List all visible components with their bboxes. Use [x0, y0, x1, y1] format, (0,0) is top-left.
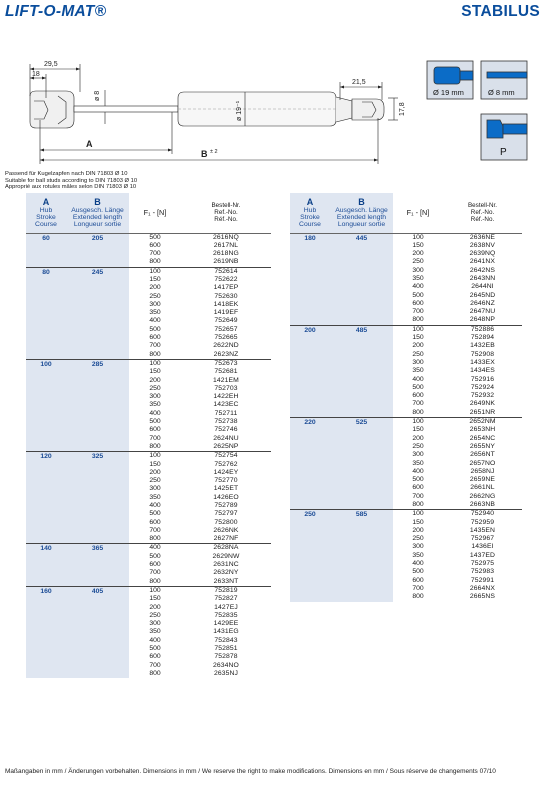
force-cell: 350 [149, 628, 161, 636]
order-number-cell: 2647NU [469, 308, 496, 316]
order-number-cell: 1429EE [213, 620, 239, 628]
order-number-cell: 1418EK [213, 300, 239, 308]
force-cell: 200 [412, 342, 424, 350]
order-number-cell: 1423EC [213, 401, 239, 409]
order-number-cell: 752894 [470, 334, 495, 342]
force-cell: 700 [149, 526, 161, 534]
order-number-cell: 2634NO [213, 661, 239, 669]
force-cell: 200 [149, 376, 161, 384]
col-length-header: B Ausgesch. Länge Extended length Longueur sortie [330, 193, 393, 233]
force-cell: 500 [412, 568, 424, 576]
force-cell: 400 [149, 636, 161, 644]
force-cell: 150 [412, 518, 424, 526]
force-cell: 800 [412, 593, 424, 601]
order-number-cell: 2629NW [212, 552, 240, 560]
order-number-cell: 752983 [470, 568, 495, 576]
table-row [290, 325, 522, 334]
order-number-cell: 752673 [181, 359, 271, 368]
product-table-left [26, 193, 271, 678]
order-number-cell: 2665NS [469, 593, 496, 601]
order-number-cell: 2661NL [470, 484, 495, 492]
order-number-cell: 2624NU [213, 434, 239, 442]
order-number-cell: 2631NC [213, 561, 239, 569]
order-number-cell: 2663NB [469, 501, 496, 508]
order-number-cell: 2627NF [213, 535, 239, 543]
order-number-cell: 1417EP [213, 284, 239, 292]
force-cell: 150 [149, 595, 161, 603]
order-number-cell: 752924 [470, 383, 495, 391]
col-ref-header: Bestell-Nr. Ref.-No. Réf.-No. [443, 193, 522, 233]
force-cell: 600 [412, 299, 424, 307]
force-cell: 300 [149, 485, 161, 493]
order-number-cell: 2654NC [469, 434, 496, 442]
order-number-cell: 752657 [214, 325, 238, 333]
force-cell: 250 [412, 350, 424, 358]
brand-logo-stabilus: STABILUS [461, 3, 540, 20]
extended-length-cell: 325 [66, 452, 129, 544]
stroke-cell: 250 [290, 510, 330, 602]
order-number-cell: 1421EM [213, 376, 239, 384]
force-cell: 100 [129, 267, 181, 276]
force-cell: 500 [149, 645, 161, 653]
dim-b-label: B [201, 149, 208, 159]
product-table-right [290, 193, 522, 602]
order-number-cell: 1435EN [469, 526, 496, 534]
stroke-cell: 60 [26, 233, 66, 267]
order-number-cell: 2636NE [469, 233, 496, 241]
note-fr: Approprié aux rotules mâles selon DIN 71803 Ø 10 [5, 184, 137, 191]
dim-rod-diameter: ø 8 [94, 90, 101, 101]
force-cell: 150 [149, 460, 161, 468]
dim-a-label: A [86, 139, 93, 149]
order-number-cell: 752967 [470, 535, 495, 543]
force-cell: 100 [129, 359, 181, 368]
force-cell: 800 [149, 577, 161, 585]
force-cell: 700 [149, 250, 161, 258]
order-number-cell: 2651NR [469, 408, 496, 416]
order-number-cell: 1434ES [470, 367, 495, 375]
col-force-header: F₁ - [N] [129, 193, 181, 233]
force-cell: 800 [149, 442, 161, 450]
order-number-cell: 752908 [470, 350, 495, 358]
order-number-cell: 1432EB [470, 342, 495, 350]
extended-length-cell: 285 [66, 359, 129, 451]
force-cell: 300 [149, 393, 161, 401]
force-cell: 350 [149, 401, 161, 409]
force-cell: 250 [412, 535, 424, 543]
force-cell: 100 [129, 452, 181, 461]
force-cell: 300 [412, 358, 424, 366]
order-number-cell: 2656NT [470, 451, 495, 459]
extended-length-cell: 485 [330, 325, 393, 417]
order-number-cell: 752762 [214, 460, 238, 468]
order-number-cell: 1419EF [213, 309, 239, 317]
order-number-cell: 2642NS [469, 266, 496, 274]
order-number-cell: 752649 [214, 317, 238, 325]
order-number-cell: 2632NY [213, 569, 239, 577]
order-number-cell: 752916 [470, 375, 495, 383]
order-number-cell: 1431EG [213, 628, 239, 636]
table-row [26, 267, 271, 276]
force-cell: 500 [149, 552, 161, 560]
stroke-cell: 160 [26, 586, 66, 678]
stroke-cell: 220 [290, 418, 330, 510]
note-en: Suitable for ball studs according to DIN 71803 Ø 10 [5, 177, 138, 184]
force-cell: 800 [149, 258, 161, 266]
force-cell: 700 [412, 492, 424, 500]
force-cell: 100 [412, 233, 424, 241]
order-number-cell: 752932 [470, 392, 495, 400]
force-cell: 700 [149, 569, 161, 577]
order-number-cell: 2633NT [213, 577, 239, 585]
col-stroke-header: A Hub Stroke Course [26, 193, 66, 233]
force-cell: 500 [149, 510, 161, 518]
force-cell: 250 [412, 442, 424, 450]
brand-logo-lift-o-mat: LIFT-O-MAT® [5, 3, 107, 20]
order-number-cell: 752665 [214, 334, 238, 342]
force-cell: 400 [149, 502, 161, 509]
order-number-cell: 2617NL [213, 241, 239, 249]
force-cell: 800 [412, 316, 424, 324]
order-number-cell: 2662NG [469, 492, 496, 500]
force-cell: 600 [412, 484, 424, 492]
dim-tube-diameter: ø 19⁻¹ [236, 100, 243, 121]
force-cell: 250 [149, 384, 161, 392]
table-row [26, 544, 271, 553]
table-row [26, 586, 271, 595]
order-number-cell: 2659NE [469, 476, 496, 484]
col-length-header: B Ausgesch. Länge Extended length Longueur sortie [66, 193, 129, 233]
col-stroke-header: A Hub Stroke Course [290, 193, 330, 233]
force-cell: 800 [149, 669, 161, 677]
order-number-cell: 1424EY [213, 468, 239, 476]
order-number-cell: 2646NZ [470, 299, 495, 307]
table-row [290, 418, 522, 427]
order-number-cell: 752789 [214, 502, 238, 509]
stroke-cell: 100 [26, 359, 66, 451]
force-cell: 800 [149, 535, 161, 543]
order-number-cell: 2639NQ [469, 250, 496, 258]
force-cell: 400 [412, 560, 424, 568]
order-number-cell: 752843 [214, 636, 238, 644]
fitting-notes [5, 171, 137, 191]
order-number-cell: 2622ND [213, 342, 239, 350]
order-number-cell: 2645ND [469, 291, 496, 299]
order-number-cell: 1427EJ [214, 603, 238, 611]
force-cell: 300 [412, 451, 424, 459]
force-cell: 500 [149, 233, 161, 241]
order-number-cell: 752711 [214, 409, 238, 417]
order-number-cell: 752797 [214, 510, 238, 518]
force-cell: 500 [412, 476, 424, 484]
order-number-cell: 2649NK [469, 400, 496, 408]
order-number-cell: 1425ET [213, 485, 239, 493]
force-cell: 200 [412, 250, 424, 258]
force-cell: 500 [412, 383, 424, 391]
order-number-cell: 752959 [470, 518, 495, 526]
force-cell: 400 [412, 467, 424, 475]
extended-length-cell: 205 [66, 233, 129, 267]
order-number-cell: 2635NJ [213, 669, 239, 677]
force-cell: 600 [412, 576, 424, 584]
order-number-cell: 752770 [214, 477, 238, 485]
table-row [26, 452, 271, 461]
order-number-cell: 2653NH [469, 426, 496, 434]
stroke-cell: 120 [26, 452, 66, 544]
extended-length-cell: 585 [330, 510, 393, 602]
order-number-cell: 1437ED [469, 551, 496, 559]
force-cell: 400 [149, 317, 161, 325]
order-number-cell: 1436EI [471, 543, 494, 551]
order-number-cell: 2623NZ [213, 350, 239, 358]
order-number-cell: 752746 [214, 426, 238, 434]
force-cell: 400 [412, 283, 424, 291]
force-cell: 350 [412, 274, 424, 282]
force-cell: 100 [393, 418, 443, 427]
force-cell: 700 [412, 308, 424, 316]
col-force-header: F₁ - [N] [393, 193, 443, 233]
force-cell: 500 [412, 291, 424, 299]
dim-21-5: 21,5 [352, 79, 366, 86]
dim-b-tolerance: ± 2 [210, 149, 218, 155]
table-row [26, 233, 271, 242]
force-cell: 250 [149, 477, 161, 485]
order-number-cell: 1426EO [213, 493, 239, 501]
order-number-cell: 2619NB [213, 258, 239, 266]
table-row [290, 233, 522, 242]
order-number-cell: 752819 [181, 586, 271, 595]
order-number-cell: 2655NY [469, 442, 496, 450]
order-number-cell: 752738 [214, 418, 238, 426]
force-cell: 300 [149, 620, 161, 628]
force-cell: 100 [129, 586, 181, 595]
dim-29-5: 29,5 [44, 61, 58, 68]
force-cell: 600 [149, 518, 161, 526]
legend-19mm: Ø 19 mm [433, 88, 464, 97]
force-cell: 100 [393, 325, 443, 334]
force-cell: 600 [149, 426, 161, 434]
order-number-cell: 2641NX [469, 258, 496, 266]
table-body [26, 233, 271, 678]
force-cell: 400 [149, 409, 161, 417]
order-number-cell: 2664NX [469, 584, 496, 592]
table-row [290, 510, 522, 519]
order-number-cell: 2658NJ [470, 467, 495, 475]
order-number-cell: 2625NP [213, 442, 239, 450]
force-cell: 700 [412, 584, 424, 592]
extended-length-cell: 445 [330, 233, 393, 325]
force-cell: 800 [149, 350, 161, 358]
extended-length-cell: 405 [66, 586, 129, 678]
force-cell: 150 [412, 426, 424, 434]
order-number-cell: 2628NA [181, 544, 271, 553]
force-cell: 350 [149, 493, 161, 501]
order-number-cell: 752878 [214, 653, 238, 661]
force-cell: 600 [149, 241, 161, 249]
dim-18: 18 [32, 71, 40, 78]
force-cell: 700 [149, 434, 161, 442]
force-cell: 150 [412, 334, 424, 342]
stroke-cell: 200 [290, 325, 330, 417]
force-cell: 100 [393, 510, 443, 519]
order-number-cell: 1433EX [470, 358, 495, 366]
force-cell: 800 [412, 408, 424, 416]
force-cell: 700 [412, 400, 424, 408]
order-number-cell: 752827 [214, 595, 238, 603]
order-number-cell: 2648NP [469, 316, 496, 324]
force-cell: 200 [149, 468, 161, 476]
order-number-cell: 1422EH [213, 393, 239, 401]
order-number-cell: 752703 [214, 384, 238, 392]
extended-length-cell: 365 [66, 544, 129, 586]
note-de: Passend für Kugelzapfen nach DIN 71803 Ø 10 [5, 171, 128, 177]
force-cell: 400 [129, 544, 181, 553]
order-number-cell: 752630 [214, 292, 238, 300]
force-cell: 700 [149, 661, 161, 669]
force-cell: 350 [412, 459, 424, 467]
order-number-cell: 752622 [214, 275, 238, 283]
stroke-cell: 80 [26, 267, 66, 359]
force-cell: 800 [412, 501, 424, 508]
force-cell: 250 [149, 292, 161, 300]
order-number-cell: 752681 [214, 368, 238, 376]
force-cell: 600 [149, 653, 161, 661]
force-cell: 150 [149, 275, 161, 283]
order-number-cell: 2657NO [469, 459, 496, 467]
order-number-cell: 2626NK [213, 526, 239, 534]
force-cell: 200 [149, 603, 161, 611]
footer-disclaimer: Maßangaben in mm / Änderungen vorbehalten. Dimensions in mm / We reserve the right to make modifications. Dimensions en mm / Sous réserve de changements 07/10 [5, 768, 496, 775]
force-cell: 300 [412, 543, 424, 551]
legend-8mm: Ø 8 mm [488, 88, 515, 97]
order-number-cell: 2643NN [469, 274, 496, 282]
order-number-cell: 752991 [470, 576, 495, 584]
table-row [26, 359, 271, 368]
force-cell: 350 [412, 367, 424, 375]
force-cell: 500 [149, 325, 161, 333]
force-cell: 200 [412, 526, 424, 534]
col-ref-header: Bestell-Nr. Ref.-No. Réf.-No. [181, 193, 271, 233]
legend-p: P [500, 147, 507, 158]
order-number-cell: 752754 [181, 452, 271, 461]
stroke-cell: 180 [290, 233, 330, 325]
order-number-cell: 2652NM [443, 418, 522, 427]
order-number-cell: 2616NQ [213, 233, 239, 241]
force-cell: 300 [412, 266, 424, 274]
force-cell: 600 [149, 334, 161, 342]
order-number-cell: 2638NV [469, 241, 496, 249]
dim-17-8: 17,8 [399, 102, 406, 116]
order-number-cell: 752886 [443, 325, 522, 334]
extended-length-cell: 245 [66, 267, 129, 359]
gas-spring-drawing [0, 0, 549, 170]
order-number-cell: 2618NG [213, 250, 239, 258]
force-cell: 700 [149, 342, 161, 350]
force-cell: 200 [149, 284, 161, 292]
force-cell: 300 [149, 300, 161, 308]
force-cell: 500 [149, 418, 161, 426]
force-cell: 350 [412, 551, 424, 559]
order-number-cell: 752975 [470, 560, 495, 568]
force-cell: 400 [412, 375, 424, 383]
order-number-cell: 752851 [214, 645, 238, 653]
order-number-cell: 752800 [214, 518, 238, 526]
order-number-cell: 2644NI [471, 283, 494, 291]
stroke-cell: 140 [26, 544, 66, 586]
table-body [290, 233, 522, 602]
order-number-cell: 752614 [181, 267, 271, 276]
force-cell: 600 [149, 561, 161, 569]
extended-length-cell: 525 [330, 418, 393, 510]
force-cell: 350 [149, 309, 161, 317]
force-cell: 150 [412, 241, 424, 249]
force-cell: 250 [149, 611, 161, 619]
force-cell: 200 [412, 434, 424, 442]
force-cell: 600 [412, 392, 424, 400]
order-number-cell: 752835 [214, 611, 238, 619]
force-cell: 150 [149, 368, 161, 376]
force-cell: 250 [412, 258, 424, 266]
order-number-cell: 752940 [443, 510, 522, 519]
